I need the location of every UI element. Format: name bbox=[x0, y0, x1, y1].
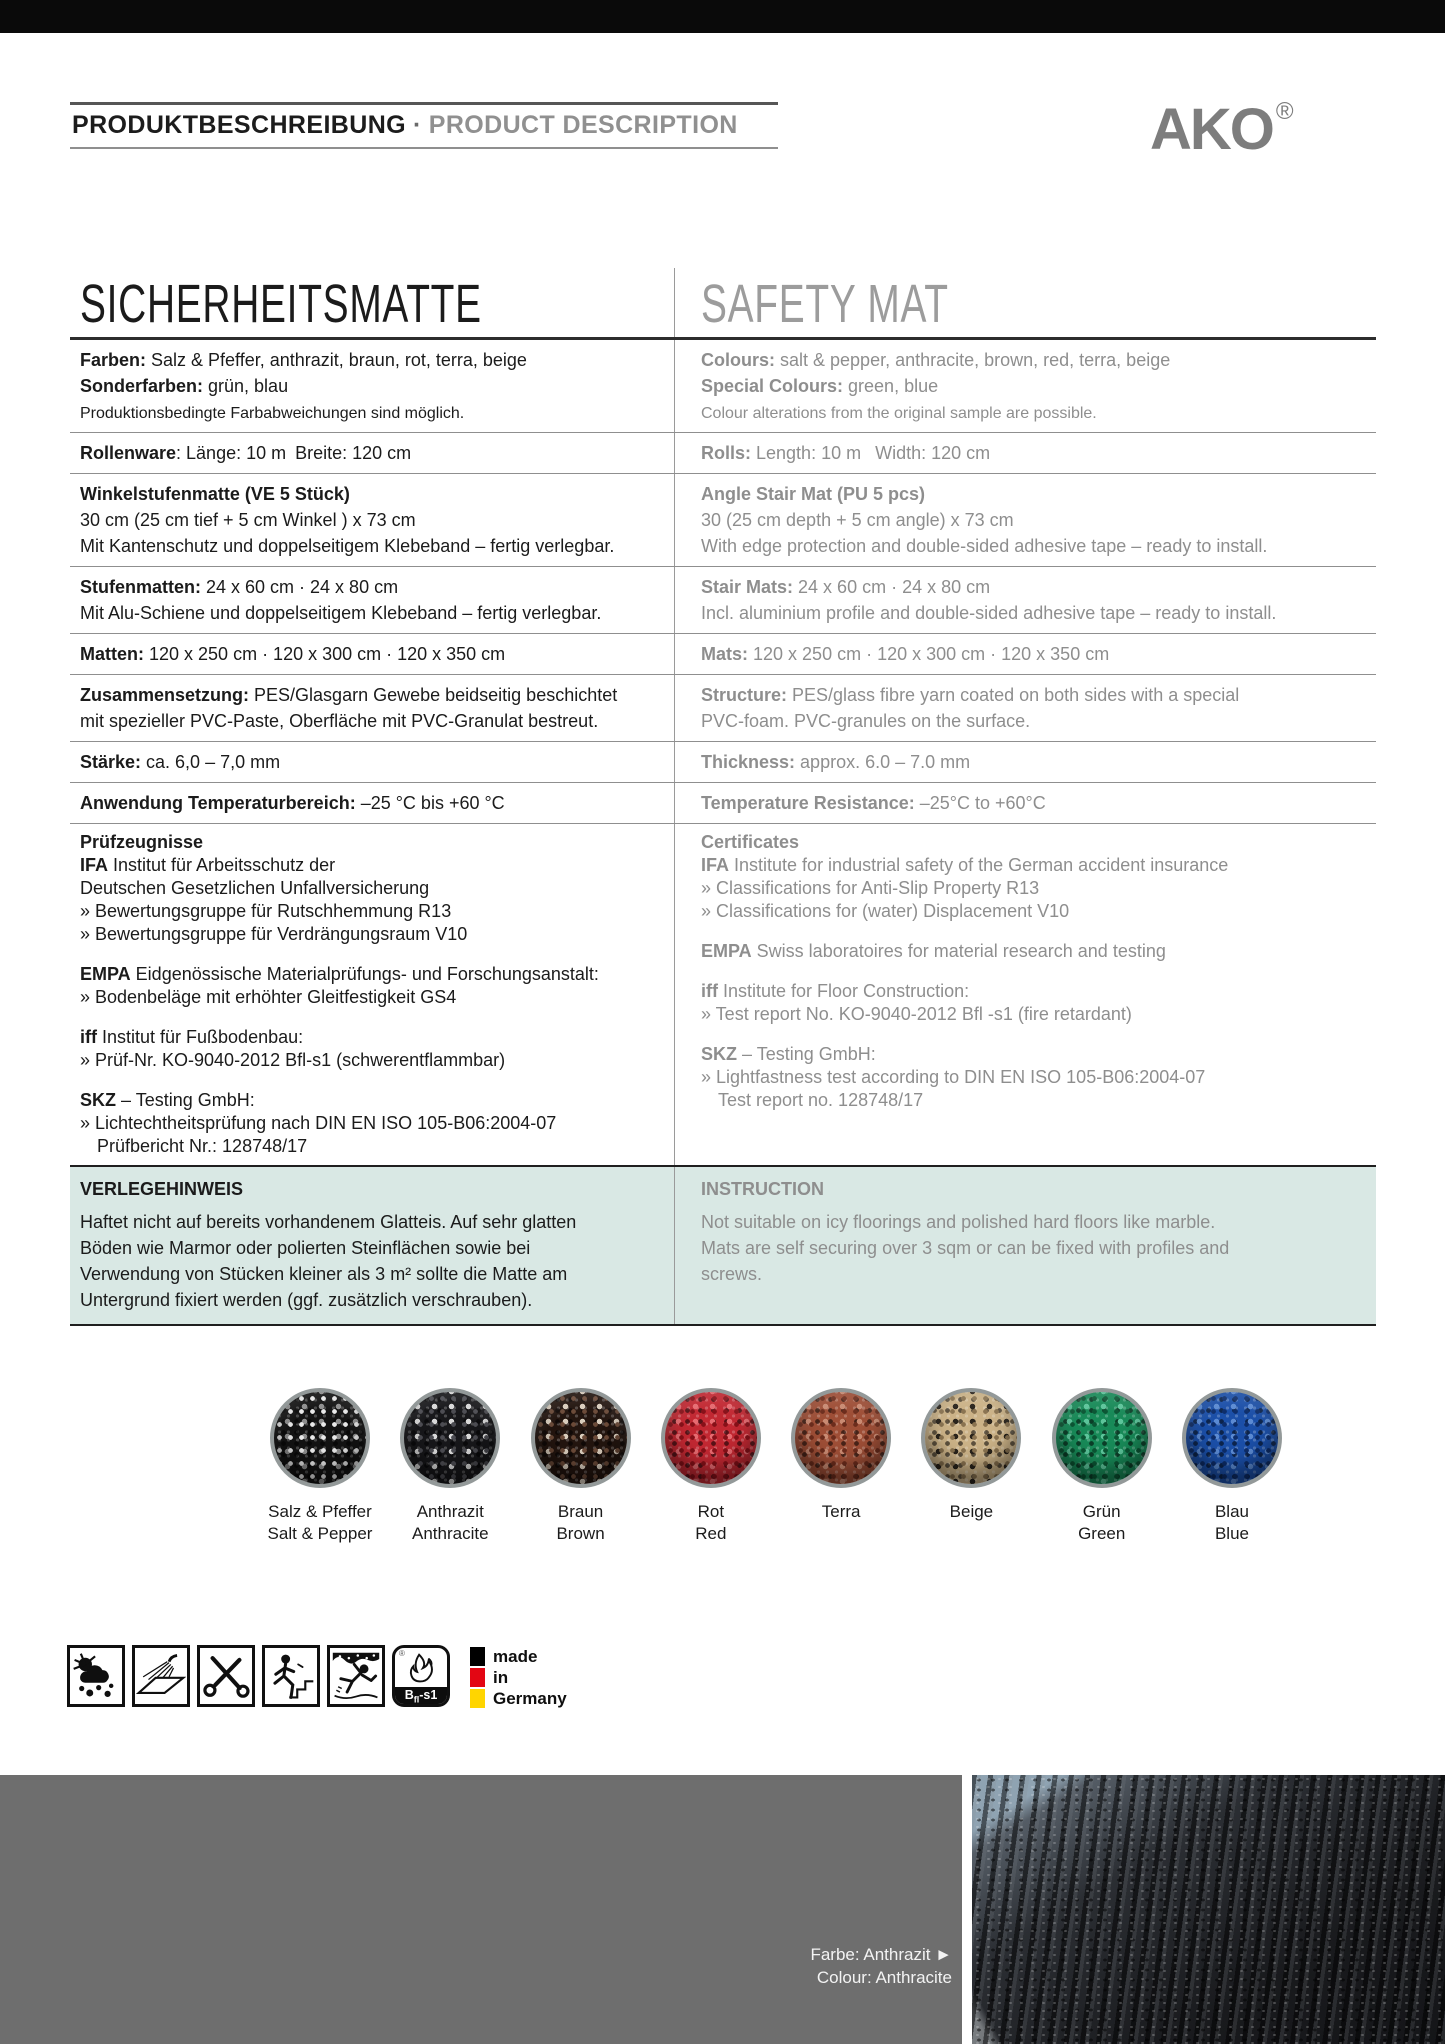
spec-row-colours bbox=[70, 340, 1376, 433]
color-swatch-green bbox=[1037, 1388, 1167, 1545]
spec-cell-de bbox=[70, 567, 674, 633]
swatch-label-anthracite: Anthrazit Anthracite bbox=[412, 1502, 489, 1543]
swatch-label-blue: Blau Blue bbox=[1214, 1502, 1249, 1543]
swatch-label-green: Grün Green bbox=[1078, 1502, 1126, 1543]
swatch-photo-anthracite bbox=[400, 1388, 500, 1488]
color-swatch-blue bbox=[1167, 1388, 1297, 1545]
spec-gap bbox=[701, 1026, 1370, 1043]
color-swatch-red bbox=[646, 1388, 776, 1545]
spec-line: iff Institut für Fußbodenbau: bbox=[80, 1027, 304, 1047]
spec-line: » Classifications for Anti-Slip Property R13 bbox=[701, 878, 1040, 898]
product-photo bbox=[972, 1775, 1445, 2044]
spec-line: Temperature Resistance: –25°C to +60°C bbox=[701, 793, 1046, 813]
spec-line: EMPA Swiss laboratoires for material research and testing bbox=[701, 941, 1166, 961]
spec-line: mit spezieller PVC-Paste, Oberfläche mit PVC-Granulat bestreut. bbox=[80, 711, 599, 731]
spec-line: Certificates bbox=[701, 832, 800, 852]
flag-color-block bbox=[470, 1689, 485, 1708]
color-swatch-beige bbox=[906, 1388, 1036, 1545]
page-title-de: PRODUKTBESCHREIBUNG bbox=[72, 111, 407, 139]
spec-gap bbox=[80, 1009, 652, 1026]
swatch-photo-brown bbox=[531, 1388, 631, 1488]
spec-line: Untergrund fixiert werden (ggf. zusätzlich verschrauben). bbox=[80, 1290, 533, 1310]
page-title bbox=[72, 109, 778, 142]
spec-line: screws. bbox=[701, 1264, 763, 1284]
anti-slip-winter-icon bbox=[327, 1645, 385, 1707]
made-in-germany bbox=[470, 1645, 567, 1708]
made-in-germany-row bbox=[470, 1646, 567, 1666]
spec-row-stair-mats bbox=[70, 567, 1376, 634]
spec-line: Produktionsbedingte Farbabweichungen sind möglich. bbox=[80, 405, 465, 422]
spec-row-instruction bbox=[70, 1165, 1376, 1326]
spec-row-mats bbox=[70, 634, 1376, 675]
photo-caption-en: Colour: Anthracite bbox=[816, 1968, 952, 1987]
spec-line: » Bewertungsgruppe für Verdrängungsraum V10 bbox=[80, 924, 468, 944]
spec-line: Farben: Salz & Pfeffer, anthrazit, braun, rot, terra, beige bbox=[80, 350, 527, 370]
spec-line: » Test report No. KO-9040-2012 Bfl -s1 (fire retardant) bbox=[701, 1004, 1132, 1024]
spec-line: With edge protection and double-sided adhesive tape – ready to install. bbox=[701, 536, 1268, 556]
color-swatch-anthracite bbox=[385, 1388, 515, 1545]
spec-row-angle-stair-mat bbox=[70, 474, 1376, 567]
color-swatch-brown bbox=[516, 1388, 646, 1545]
spec-line: Mats are self securing over 3 sqm or can be fixed with profiles and bbox=[701, 1238, 1230, 1258]
stair-safe-icon bbox=[262, 1645, 320, 1707]
spec-cell-en bbox=[674, 433, 1376, 473]
registered-trademark-icon: ® bbox=[1275, 98, 1294, 125]
spec-gap bbox=[80, 1072, 652, 1089]
fire-rating-label: $B_{fl}-s1$ bbox=[395, 1687, 447, 1704]
spec-cell-de bbox=[70, 1167, 674, 1324]
spec-cell-de bbox=[70, 634, 674, 674]
spec-line: Zusammensetzung: PES/Glasgarn Gewebe beidseitig beschichtet bbox=[80, 685, 618, 705]
spec-line: Special Colours: green, blue bbox=[701, 376, 939, 396]
spec-line: Deutschen Gesetzlichen Unfallversicherung bbox=[80, 878, 430, 898]
cuttable-icon bbox=[197, 1645, 255, 1707]
spec-line: Matten: 120 x 250 cm · 120 x 300 cm · 120 x 350 cm bbox=[80, 644, 506, 664]
spec-line: » Bodenbeläge mit erhöhter Gleitfestigkeit GS4 bbox=[80, 987, 457, 1007]
spec-cell-en bbox=[674, 340, 1376, 432]
top-bar bbox=[0, 0, 1445, 33]
swatch-photo-blue bbox=[1182, 1388, 1282, 1488]
spec-cell-de bbox=[70, 340, 674, 432]
spec-line: Rollenware: Länge: 10 m Breite: 120 cm bbox=[80, 443, 412, 463]
title-separator: · bbox=[413, 111, 422, 139]
spec-line: Verwendung von Stücken kleiner als 3 m² sollte die Matte am bbox=[80, 1264, 568, 1284]
spec-line: » Lightfastness test according to DIN EN ISO 105-B06:2004-07 bbox=[701, 1067, 1206, 1087]
spec-cell-en bbox=[674, 567, 1376, 633]
spec-cell-en bbox=[674, 675, 1376, 741]
spec-row-certificates bbox=[70, 824, 1376, 1165]
spec-line: Prüfzeugnisse bbox=[80, 832, 204, 852]
spec-line: Incl. aluminium profile and double-sided adhesive tape – ready to install. bbox=[701, 603, 1277, 623]
fire-rating-icon bbox=[392, 1645, 450, 1707]
spec-line: Structure: PES/glass fibre yarn coated on both sides with a special bbox=[701, 685, 1240, 705]
spec-line: IFA Institut für Arbeitsschutz der bbox=[80, 855, 336, 875]
made-in-germany-row bbox=[470, 1667, 567, 1687]
spec-line: Stair Mats: 24 x 60 cm · 24 x 80 cm bbox=[701, 577, 991, 597]
spec-cell-de bbox=[70, 824, 674, 1165]
spec-line: Mit Kantenschutz und doppelseitigem Klebeband – fertig verlegbar. bbox=[80, 536, 615, 556]
footer-gray-panel bbox=[0, 1775, 962, 2044]
spec-line: Mats: 120 x 250 cm · 120 x 300 cm · 120 x 350 cm bbox=[701, 644, 1110, 664]
spec-line: 30 (25 cm depth + 5 cm angle) x 73 cm bbox=[701, 510, 1014, 530]
spec-cell-de bbox=[70, 783, 674, 823]
title-cell-en bbox=[674, 268, 1376, 337]
spec-line: Stufenmatten: 24 x 60 cm · 24 x 80 cm bbox=[80, 577, 399, 597]
spec-row-rolls bbox=[70, 433, 1376, 474]
spec-line: » Lichtechtheitsprüfung nach DIN EN ISO 105-B06:2004-07 bbox=[80, 1113, 557, 1133]
spec-cell-en bbox=[674, 634, 1376, 674]
pictogram-icons bbox=[67, 1645, 450, 1707]
spec-line: » Prüf-Nr. KO-9040-2012 Bfl-s1 (schwerentflammbar) bbox=[80, 1050, 506, 1070]
spec-line: Sonderfarben: grün, blau bbox=[80, 376, 289, 396]
swatch-photo-red bbox=[661, 1388, 761, 1488]
photo-caption bbox=[810, 1943, 952, 1989]
spec-line: 30 cm (25 cm tief + 5 cm Winkel ) x 73 cm bbox=[80, 510, 416, 530]
spec-cell-de bbox=[70, 742, 674, 782]
flag-color-block bbox=[470, 1668, 485, 1687]
spec-cell-de bbox=[70, 433, 674, 473]
swatch-label-red: Rot Red bbox=[695, 1502, 727, 1543]
spec-line: SKZ – Testing GmbH: bbox=[701, 1044, 876, 1064]
spec-cell-en bbox=[674, 1167, 1376, 1324]
product-title-de: SICHERHEITSMATTE bbox=[80, 274, 482, 334]
spec-line: Angle Stair Mat (PU 5 pcs) bbox=[701, 484, 926, 504]
spec-row-thickness bbox=[70, 742, 1376, 783]
spec-line: EMPA Eidgenössische Materialprüfungs- und Forschungsanstalt: bbox=[80, 964, 599, 984]
spec-gap bbox=[80, 946, 652, 963]
spec-cell-en bbox=[674, 474, 1376, 566]
page-title-en: PRODUCT DESCRIPTION bbox=[428, 111, 738, 139]
spec-line: Haftet nicht auf bereits vorhandenem Glatteis. Auf sehr glatten bbox=[80, 1212, 577, 1232]
ako-logo bbox=[1150, 97, 1294, 162]
weather-resistant-icon bbox=[67, 1645, 125, 1707]
spec-line: » Classifications for (water) Displacement V10 bbox=[701, 901, 1070, 921]
swatch-label-beige: Beige bbox=[949, 1502, 994, 1521]
swatch-photo-salt-pepper bbox=[270, 1388, 370, 1488]
spec-table-title-row bbox=[70, 268, 1376, 340]
washable-icon bbox=[132, 1645, 190, 1707]
made-in-germany-row bbox=[470, 1688, 567, 1708]
swatch-photo-green bbox=[1052, 1388, 1152, 1488]
spec-line: IFA Institute for industrial safety of the German accident insurance bbox=[701, 855, 1229, 875]
spec-line: Test report no. 128748/17 bbox=[718, 1090, 924, 1110]
spec-line: Winkelstufenmatte (VE 5 Stück) bbox=[80, 484, 350, 504]
spec-cell-de bbox=[70, 675, 674, 741]
spec-row-structure bbox=[70, 675, 1376, 742]
pictogram-row bbox=[67, 1645, 567, 1708]
product-title-en: SAFETY MAT bbox=[701, 274, 949, 334]
spec-line: PVC-foam. PVC-granules on the surface. bbox=[701, 711, 1031, 731]
spec-line: Stärke: ca. 6,0 – 7,0 mm bbox=[80, 752, 281, 772]
color-swatch-salt-pepper bbox=[255, 1388, 385, 1545]
swatch-photo-beige bbox=[921, 1388, 1021, 1488]
spec-line: » Bewertungsgruppe für Rutschhemmung R13 bbox=[80, 901, 452, 921]
swatch-label-brown: Braun Brown bbox=[556, 1502, 605, 1543]
spec-line: Rolls: Length: 10 m Width: 120 cm bbox=[701, 443, 991, 463]
swatch-label-salt-pepper: Salz & Pfeffer Salt & Pepper bbox=[267, 1502, 373, 1543]
spec-cell-en bbox=[674, 783, 1376, 823]
spec-line: Anwendung Temperaturbereich: –25 °C bis +60 °C bbox=[80, 793, 505, 813]
photo-caption-de: Farbe: Anthrazit ► bbox=[810, 1945, 952, 1964]
spec-cell-en bbox=[674, 824, 1376, 1165]
registered-trademark-icon: ® bbox=[399, 1649, 405, 1658]
swatch-label-terra: Terra bbox=[821, 1502, 861, 1521]
colour-swatch-row bbox=[255, 1388, 1297, 1545]
spec-line: Colours: salt & pepper, anthracite, brown, red, terra, beige bbox=[701, 350, 1171, 370]
spec-line: iff Institute for Floor Construction: bbox=[701, 981, 970, 1001]
swatch-photo-terra bbox=[791, 1388, 891, 1488]
made-in-germany-word: in bbox=[493, 1667, 509, 1687]
spec-line: Thickness: approx. 6.0 – 7.0 mm bbox=[701, 752, 971, 772]
made-in-germany-word: made bbox=[493, 1646, 538, 1666]
spec-line: Prüfbericht Nr.: 128748/17 bbox=[97, 1136, 308, 1156]
spec-line: Not suitable on icy floorings and polished hard floors like marble. bbox=[701, 1212, 1216, 1232]
ako-logo-text: AKO bbox=[1150, 97, 1273, 162]
spec-gap bbox=[701, 923, 1370, 940]
spec-line: SKZ – Testing GmbH: bbox=[80, 1090, 255, 1110]
spec-rows bbox=[70, 340, 1376, 1326]
spec-table bbox=[70, 268, 1376, 1326]
spec-row-temperature bbox=[70, 783, 1376, 824]
made-in-germany-word: Germany bbox=[493, 1688, 567, 1708]
spec-line: Mit Alu-Schiene und doppelseitigem Klebeband – fertig verlegbar. bbox=[80, 603, 602, 623]
spec-line: INSTRUCTION bbox=[701, 1179, 824, 1199]
spec-cell-de bbox=[70, 474, 674, 566]
color-swatch-terra bbox=[776, 1388, 906, 1545]
spec-line: Böden wie Marmor oder polierten Steinflächen sowie bei bbox=[80, 1238, 531, 1258]
spec-gap bbox=[701, 963, 1370, 980]
page-header bbox=[70, 102, 778, 149]
spec-line: VERLEGEHINWEIS bbox=[80, 1179, 244, 1199]
spec-line: Colour alterations from the original sample are possible. bbox=[701, 405, 1097, 422]
title-cell-de bbox=[70, 268, 674, 337]
spec-cell-en bbox=[674, 742, 1376, 782]
flag-color-block bbox=[470, 1647, 485, 1666]
